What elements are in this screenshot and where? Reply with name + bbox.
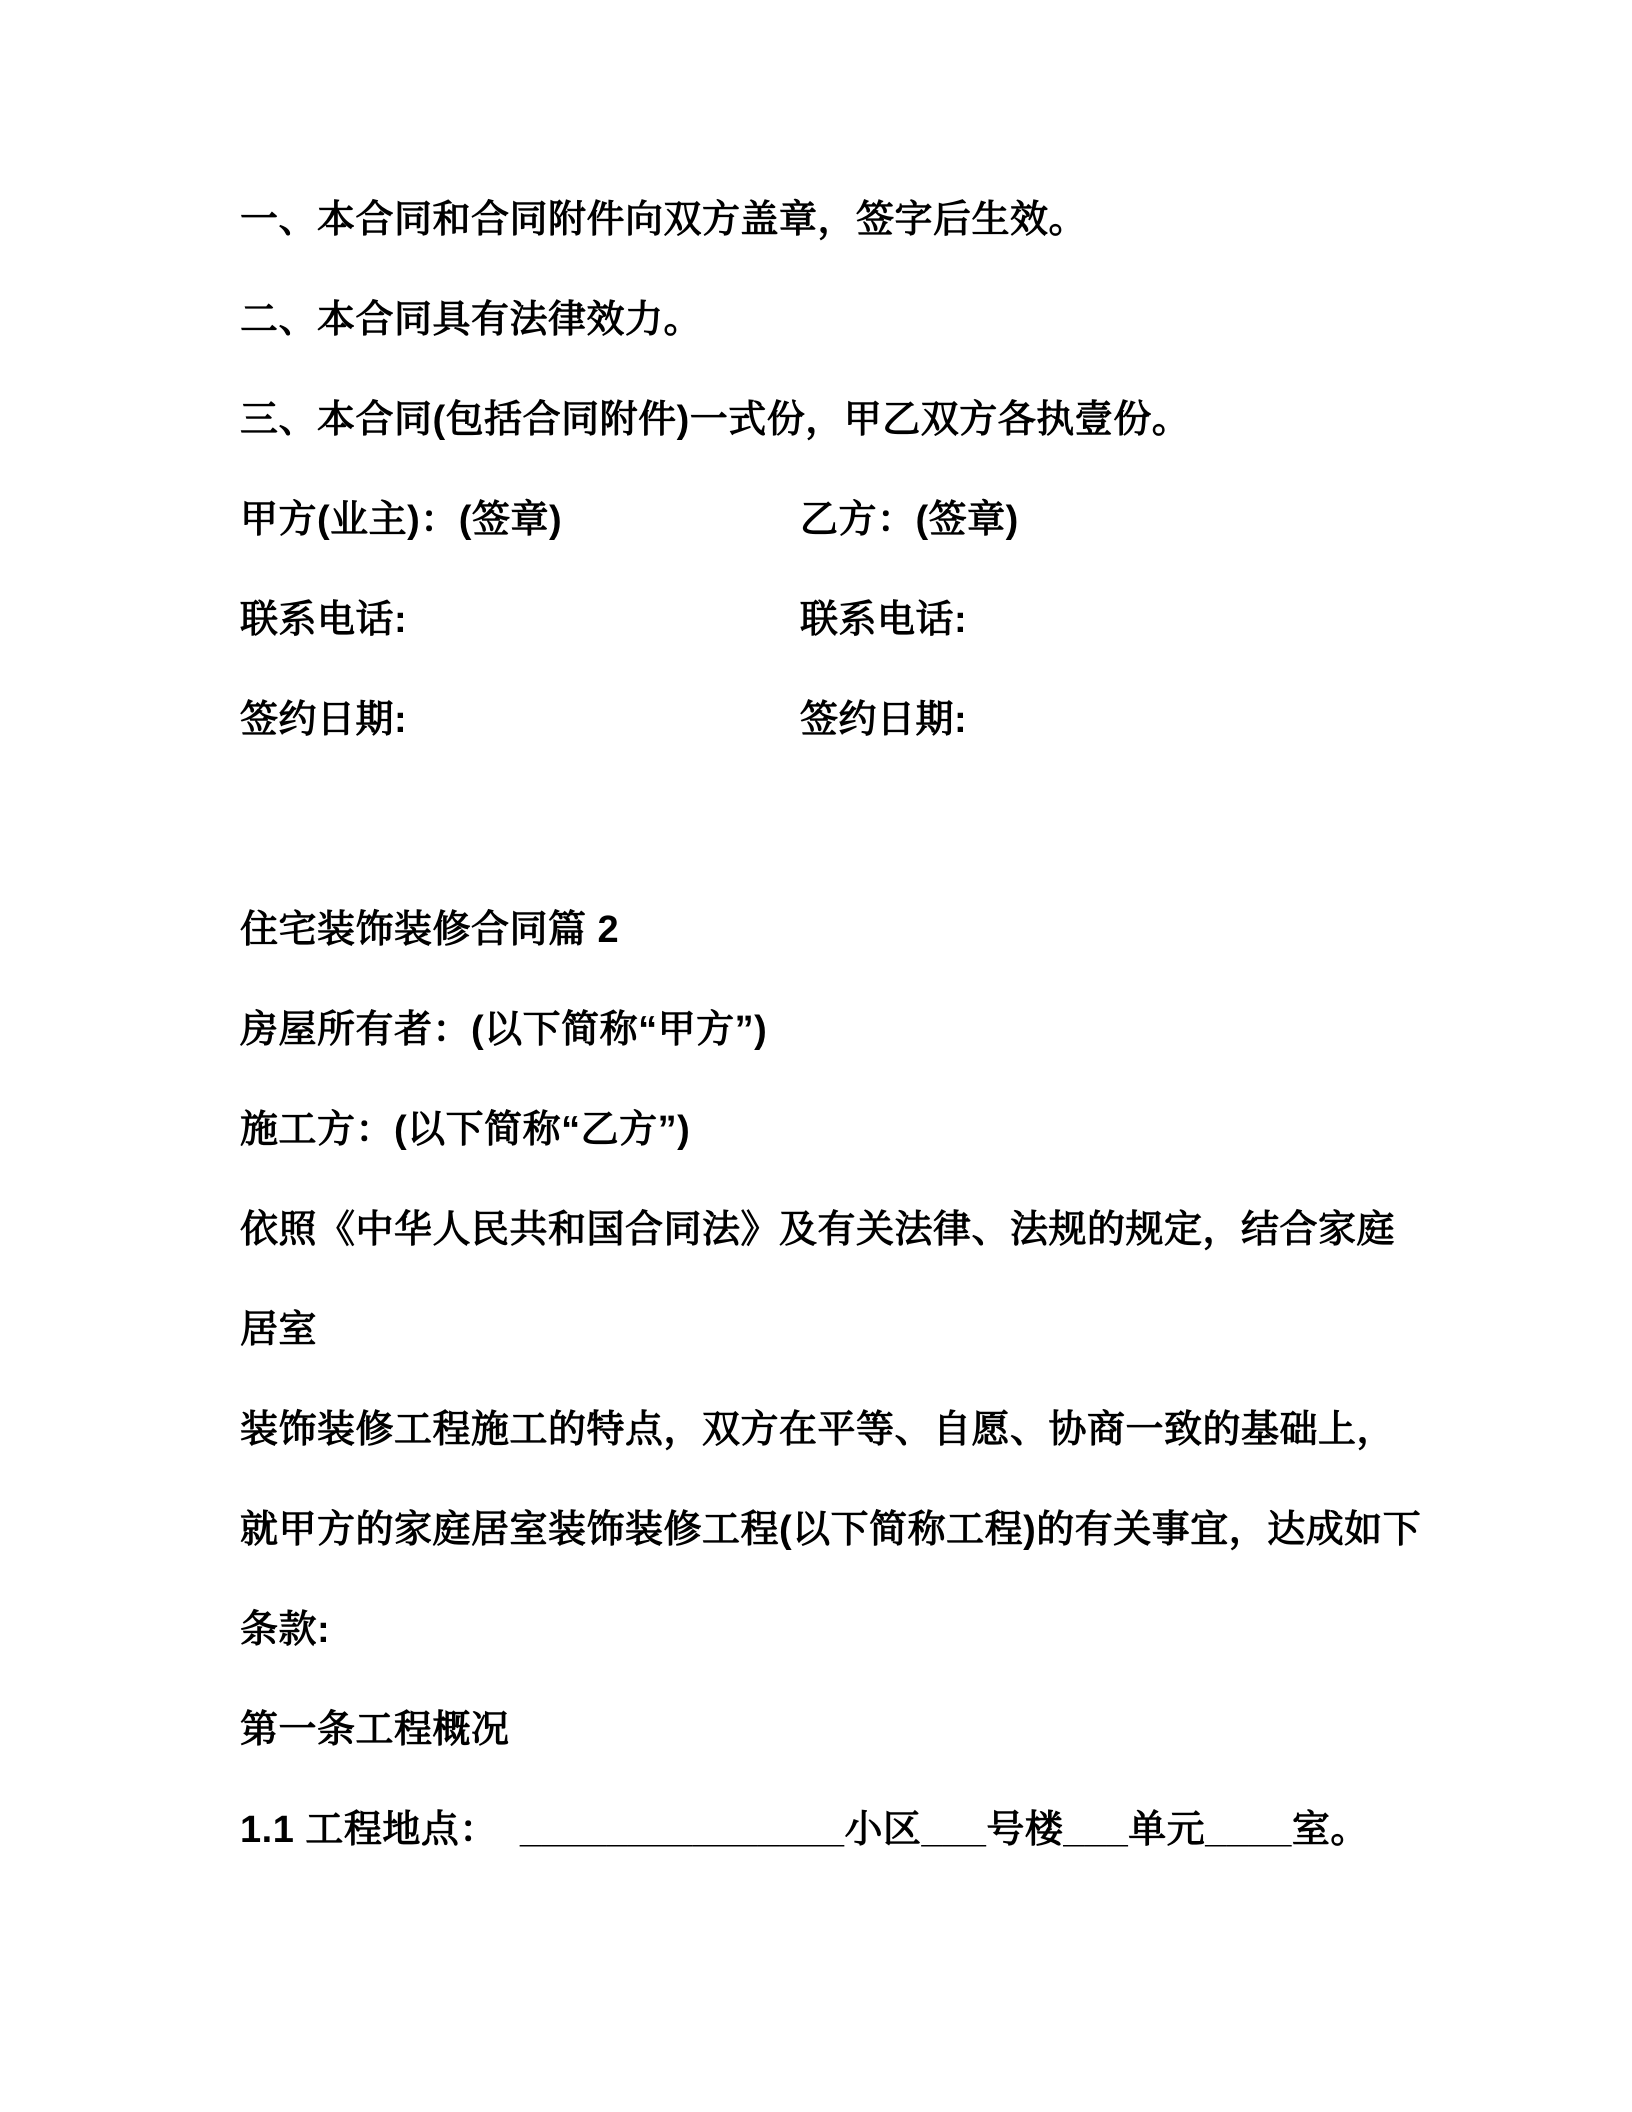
- party-b-signature-label: 乙方：(签章): [800, 498, 1019, 541]
- clause-3: 三、本合同(包括合同附件)一式份，甲乙双方各执壹份。: [240, 398, 1191, 441]
- date-row: [240, 665, 1482, 765]
- preamble-line-2: 居室: [240, 1308, 318, 1351]
- owner-line: 房屋所有者：(以下简称“甲方”): [240, 1008, 768, 1051]
- preamble-line-5: 条款:: [240, 1608, 331, 1651]
- party-b-date-label: 签约日期:: [800, 698, 968, 741]
- party-a-phone-label: 联系电话:: [240, 598, 408, 641]
- section-gap: [240, 765, 1482, 875]
- clause-2: 二、本合同具有法律效力。: [240, 298, 703, 341]
- phone-row: [240, 565, 1482, 665]
- section2-title: 住宅装饰装修合同篇 2: [240, 908, 620, 951]
- party-a-date-label: 签约日期:: [240, 698, 408, 741]
- clause-1: 一、本合同和合同附件向双方盖章，签字后生效。: [240, 198, 1088, 241]
- article1-item-location: 1.1 工程地点： _______________小区___号楼___单元____室。: [240, 1808, 1369, 1851]
- preamble-line-1: 依照《中华人民共和国合同法》及有关法律、法规的规定，结合家庭: [240, 1208, 1396, 1251]
- preamble-line-3: 装饰装修工程施工的特点，双方在平等、自愿、协商一致的基础上，: [240, 1408, 1396, 1451]
- article1-title: 第一条工程概况: [240, 1708, 510, 1751]
- signature-row: [240, 465, 1482, 565]
- party-b-phone-label: 联系电话:: [800, 598, 968, 641]
- party-a-signature-label: 甲方(业主)：(签章): [240, 498, 563, 541]
- preamble-line-4: 就甲方的家庭居室装饰装修工程(以下简称工程)的有关事宜，达成如下: [240, 1508, 1422, 1551]
- contractor-line: 施工方：(以下简称“乙方”): [240, 1108, 691, 1151]
